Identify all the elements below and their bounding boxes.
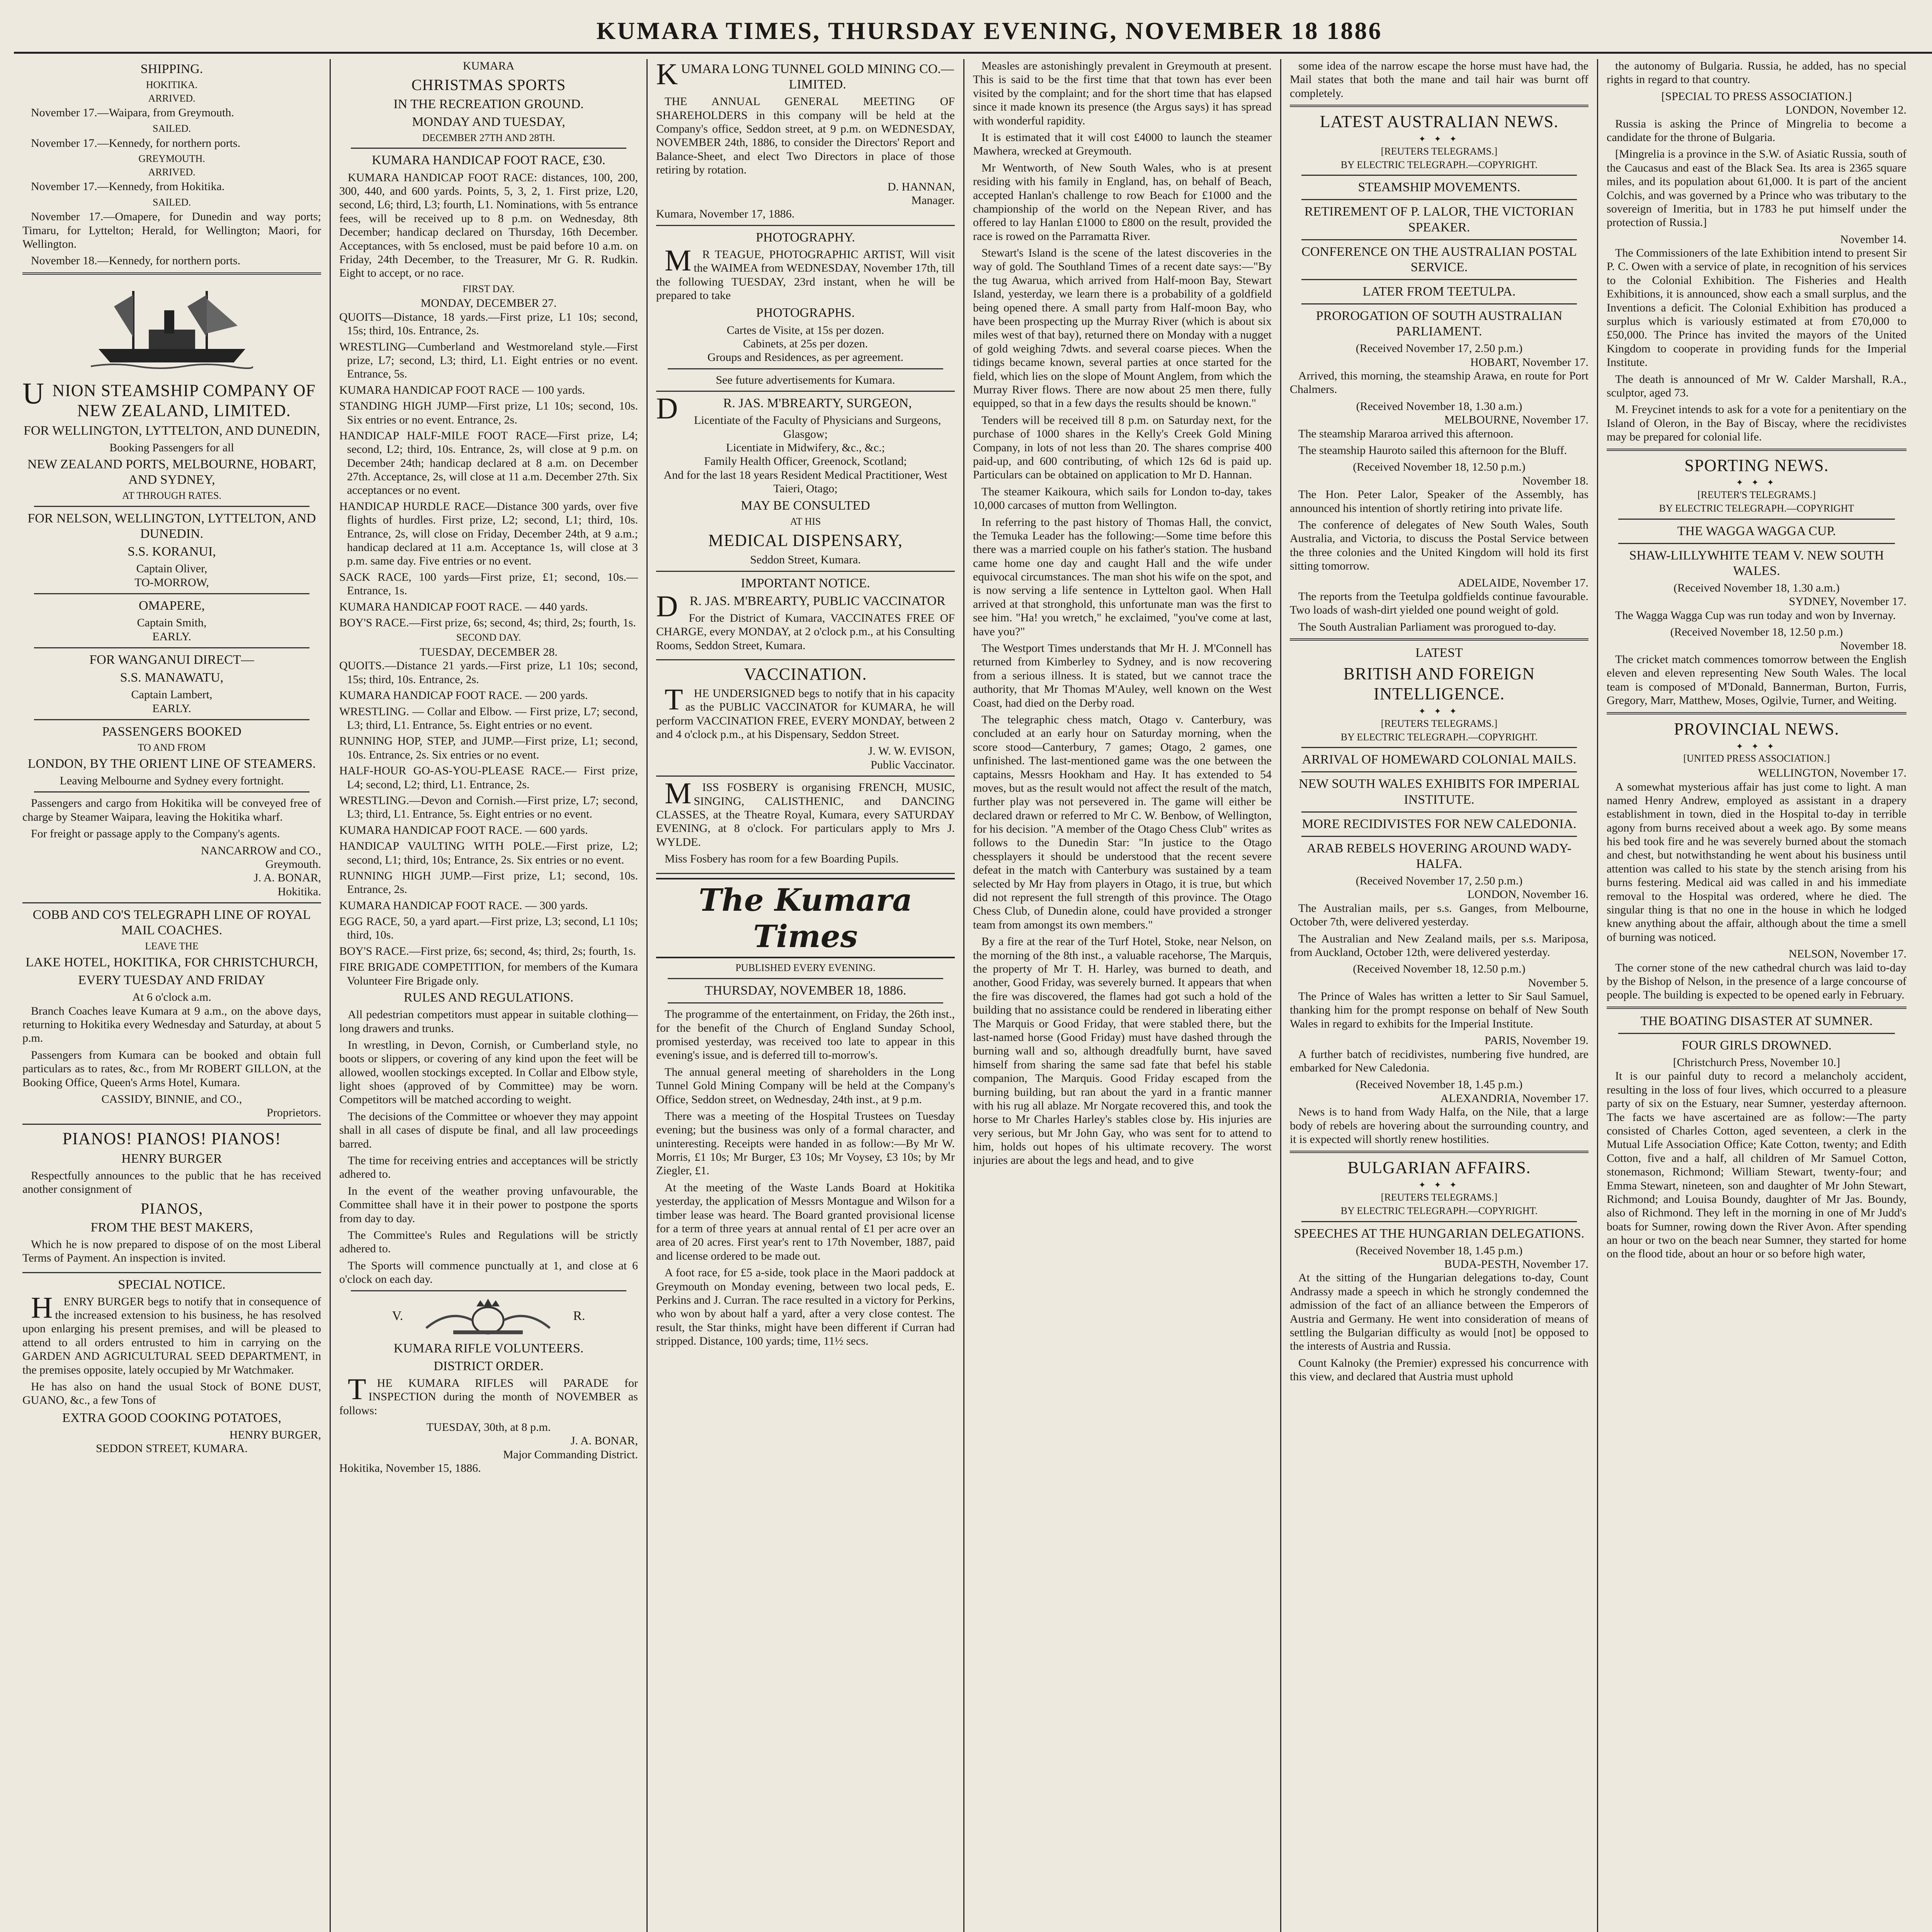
dateline: SYDNEY, November 17. [1789,595,1906,608]
ship-name: OMAPERE, [139,599,205,613]
received-line: (Received November 18, 1.45 p.m.) [1355,1244,1523,1257]
cobb-coaches-ad [22,907,321,1125]
ship-captain: Captain Oliver, [136,562,207,575]
editorial-date: THURSDAY, NOVEMBER 18, 1886. [704,983,906,998]
telegram-text: The Hon. Peter Lalor, Speaker of the Assembly, has announced his intention of shortly retiring into private life. [1290,488,1588,515]
ad-signature: D. HANNAN, [887,180,955,193]
ad-line: AT THROUGH RATES. [122,490,221,502]
news-paragraph: The telegraphic chess match, Otago v. Canterbury, was concluded at an early hour on Saturday morning, when the score stood—Canterbury, 7 games; Otago, 2 games, one unfinished. The last-mentioned game was the one between the captains, Messrs Hookham and Hay. It has extended to 54 moves, but as the result would not affect the result of the match, further play was not persevered in. The game will either be declared drawn or referred to Mr C. W. Benbow, of Wellington, for his decision. "A member of the Otago Chess Club" writes as follows to the Dunedin Star: "In justice to the Otago chessplayers it should be understood that the recent severe defeat in the match with Canterbury was sustained by a team selected by Mr Hay from players in Otago, it is true, but which did not represent the full strength of this province. The Otago Chess Club, of Dunedin alone, could have provided a stronger team from amongst its own members." [973,713,1272,931]
ornament: ✦ ✦ ✦ [1418,134,1460,144]
sports-kumara: KUMARA [463,60,515,72]
telegram-text: The cricket match commences tomorrow between the English eleven and eleven representing New South Wales. The local team is composed of M'Donald, Bannerman, Burton, Furris, Gregory, Marr, Matthew, Moses, Ogilvie, Turner, and Weiting. [1607,653,1906,707]
ad-paragraph: THE UNDERSIGNED begs to notify that in his capacity as the PUBLIC VACCINATOR for KUMARA, he will perform VACCINATION FREE, EVERY MONDAY, between 2 and 4 o'clock p.m., at his Dispensary, Seddon Street. [656,682,955,741]
ad-address: SEDDON STREET, KUMARA. [96,1442,248,1455]
ad-line: HENRY BURGER [121,1151,222,1166]
event-entry: HANDICAP VAULTING WITH POLE.—First prize, L2; second, L1; third, 10s; Entrance, 2s. Six entries or no event. [339,840,638,866]
telegram-text: The Australian and New Zealand mails, per s.s. Mariposa, from Auckland, October 12th, were delivered yesterday. [1290,932,1588,959]
ad-title: IMPORTANT NOTICE. [741,576,870,590]
dateline: BUDA-PESTH, November 17. [1444,1258,1588,1271]
agent-place: Greymouth. [265,857,321,871]
dateline: LONDON, November 12. [1785,104,1906,117]
copyright-label: BY ELECTRIC TELEGRAPH.—COPYRIGHT. [1340,159,1538,170]
royal-crest-icon [418,1297,558,1336]
received-line: (Received November 17, 2.50 p.m.) [1355,342,1523,355]
ad-line: NEW ZEALAND PORTS, MELBOURNE, HOBART, AND SYDNEY, [27,457,316,487]
ad-line: LONDON, BY THE ORIENT LINE OF STEAMERS. [27,756,316,771]
divider [1301,836,1577,837]
ornament: ✦ ✦ ✦ [1418,1180,1460,1190]
ad-line: And for the last 18 years Resident Medical Practitioner, West Taieri, Otago; [663,468,947,495]
ad-line: PASSENGERS BOOKED [102,724,242,739]
ad-signature-title: Manager. [911,194,955,207]
ad-line: Booking Passengers for all [109,441,234,454]
ad-paragraph: For freight or passage apply to the Company's agents. [31,827,280,840]
ad-line: Cabinets, at 25s per dozen. [743,337,868,350]
event-entry: FIRE BRIGADE COMPETITION, for members of the Kumara Volunteer Fire Brigade only. [339,961,638,987]
press-association-label: [UNITED PRESS ASSOCIATION.] [1683,753,1830,764]
port-hokitika: HOKITIKA. [146,79,198,91]
ship-departure: EARLY. [152,630,191,643]
ad-line: MEDICAL DISPENSARY, [708,531,903,550]
sports-dates: DECEMBER 27TH AND 28TH. [422,132,555,143]
received-line: (Received November 18, 12.50 p.m.) [1353,963,1526,976]
telegram-text: the autonomy of Bulgaria. Russia, he added, has no special rights in regard to that country. [1607,60,1906,86]
district-order: DISTRICT ORDER. [434,1359,544,1373]
subhead: CONFERENCE ON THE AUSTRALIAN POSTAL SERVICE. [1301,244,1577,274]
second-day-date: TUESDAY, DECEMBER 28. [420,646,558,659]
divider [1301,1221,1577,1222]
news-paragraph: A foot race, for £5 a-side, took place in the Maori paddock at Greymouth on Monday evening, between two local peds, E. Perkins and J. Curran. The race resulted in a victory for Perkins, who won by about half a yard, after a very close contest. The result, the Star thinks, might have been different if Curran had stripped. Distance, 100 yards; time, 11½ secs. [656,1266,955,1348]
divider [34,593,310,594]
sports-days: MONDAY AND TUESDAY, [412,114,565,129]
event-entry: BOY'S RACE.—First prize, 6s; second, 4s; third, 2s; fourth, 1s. [339,616,636,629]
dateline: HOBART, November 17. [1470,355,1588,369]
boating-disaster-title: THE BOATING DISASTER AT SUMNER. [1640,1014,1873,1028]
divider [351,1290,626,1291]
ad-paragraph: Miss Fosbery has room for a few Boarding Pupils. [665,852,899,866]
event-entry: HANDICAP HURDLE RACE—Distance 300 yards, over five flights of hurdles. First prize, L2; second, L1; third, 10s. Entrance, 2s, will close on Friday, December 24th, at 9 a.m.; handicap declared at 11 a.m. Acceptance 1s, will close at 3 p.m. same day. Five entries or no event. [339,500,638,568]
rifles-when: TUESDAY, 30th, at 8 p.m. [426,1420,551,1434]
rifles-signature: J. A. BONAR, [570,1434,638,1447]
news-paragraph: Measles are astonishingly prevalent in Greymouth at present. This is said to be the first time that that town has ever been visited by the complaint; and for the short time that has elapsed since it made known its presence (the Argus says) it has spread with wonderful rapidity. [973,60,1272,127]
ad-title: PHOTOGRAPHY. [756,230,855,245]
rule-paragraph: In the event of the weather proving unfavourable, the Committee shall have it in their power to postpone the sports from day to day. [339,1184,638,1225]
subhead: MORE RECIDIVISTES FOR NEW CALEDONIA. [1302,816,1577,831]
divider [1290,105,1588,107]
telegram-text: The death is announced of Mr W. Calder Marshall, R.A., sculptor, aged 73. [1607,372,1906,399]
divider [1290,1151,1588,1153]
rifles-date: Hokitika, November 15, 1886. [339,1462,481,1475]
dateline: PARIS, November 19. [1485,1034,1588,1047]
second-day-label: SECOND DAY. [456,632,521,643]
event-entry: RUNNING HOP, STEP, and JUMP.—First prize, L1; second, 10s. Entrance, 2s. Six entries or no event. [339,735,638,761]
shipping-entry: November 17.—Kennedy, for northern ports. [31,136,241,150]
divider [1607,449,1906,451]
columns [14,59,1932,1932]
source-label: [Christchurch Press, November 10.] [1673,1056,1840,1069]
received-line: (Received November 18, 1.30 a.m.) [1673,582,1840,595]
ship-captain: Captain Smith, [137,616,207,629]
rule-paragraph: The time for receiving entries and acceptances will be strictly adhered to. [339,1154,638,1181]
doctor-ad [656,391,955,572]
divider [668,978,943,979]
ornament: ✦ ✦ ✦ [1736,741,1777,751]
agent-place: Hokitika. [277,885,321,898]
subhead: SHAW-LILLYWHITE TEAM V. NEW SOUTH WALES. [1629,548,1884,578]
event-entry: KUMARA HANDICAP FOOT RACE. — 440 yards. [339,600,588,613]
column-4 [964,59,1281,1932]
ad-line: Licentiate of the Faculty of Physicians and Surgeons, Glasgow; [694,414,941,440]
ad-signature-title: Proprietors. [267,1106,321,1119]
news-paragraph: The annual general meeting of shareholders in the Long Tunnel Gold Mining Company will be held at the Company's Office, Seddon street, on Wednesday, 24th inst., at 9 p.m. [656,1065,955,1106]
event-entry: EGG RACE, 50, a yard apart.—First prize, L3; second, L1 10s; third, 10s. [339,915,638,942]
telegram-text: The corner stone of the new cathedral church was laid to-day by the Bishop of Nelson, in the presence of a large concourse of people. The building is expected to be opened early in February. [1607,961,1906,1002]
event-entry: QUOITS—Distance, 18 yards.—First prize, L1 10s; second, 15s; third, 10s. Entrance, 2s. [339,310,638,337]
column-1 [14,59,331,1932]
telegram-text: The South Australian Parliament was prorogued to-day. [1298,620,1556,633]
dateline: WELLINGTON, November 17. [1758,767,1906,780]
telegram-text: The Prince of Wales has written a letter to Sir Saul Samuel, thanking him for the prompt response on behalf of New South Wales in regard to exhibits for the Imperial Institute. [1290,990,1588,1030]
rifles-text: THE KUMARA RIFLES will PARADE for INSPECTION during the month of NOVEMBER as follows: [339,1372,638,1417]
news-paragraph: Tenders will be received till 8 p.m. on Saturday next, for the purchase of 1000 shares in the Kelly's Creek Gold Mining Company, in lots of not less than 20. The shares comprise 400 paid-up, and 600 contributing, of which 12s 6d is paid up. Particulars can be obtained on application to Mr D. Hannan. [973,413,1272,481]
telegram-text: The Wagga Wagga Cup was run today and won by Invernay. [1615,609,1896,622]
port-greymouth: GREYMOUTH. [138,153,205,164]
ad-signature: J. W. W. EVISON, [868,745,955,758]
pianos-ad [22,1129,321,1273]
copyright-label: BY ELECTRIC TELEGRAPH.—COPYRIGHT. [1340,1205,1538,1216]
telegram-text: News is to hand from Wady Halfa, on the Nile, that a large body of rebels are hovering about the surrounding country, and it is expected will shortly renew hostilities. [1290,1105,1588,1146]
vaccinator-ad [656,576,955,660]
masthead: KUMARA TIMES, THURSDAY EVENING, NOVEMBER 18 1886 [14,15,1932,54]
reuters-label: [REUTER'S TELEGRAMS.] [1697,489,1816,501]
ad-line: Family Health Officer, Greenock, Scotland; [704,455,907,468]
column-3 [648,59,964,1932]
column-6 [1598,59,1915,1932]
ad-line: AT HIS [790,515,821,527]
telegram-text: The conference of delegates of New South Wales, South Australia, and Victoria, to discuss the Postal Service between the three colonies and the United Kingdom will hold its first sitting tomorrow. [1290,518,1588,573]
news-paragraph: By a fire at the rear of the Turf Hotel, Stoke, near Nelson, on the morning of the 8th inst., a valuable racehorse, The Marquis, the property of Mr T. H. Harley, was burned to death, and another, Good Friday, was severely burned. It appears that when the fire was discovered, the flames had got such a hold of the building that no assistance could be rendered in liberating either The Marquis or Good Friday, that were stabled there, but the last-named horse (Good Friday) must have dashed through the burning wall and so, although dreadfully burnt, have saved himself from sharing the same sad fate that befel his stable companion, The Marquis. Good Friday escaped from the burning building, but ran about the yard in a frantic manner with his rug all ablaze. Mr Norgate recovered this, and took the horse to Mr Charles Harley's stables close by. His injuries are very serious, but Mr John Gay, who was sent for to attend to him, holds out hopes of his ultimate recovery. The worst injuries are about the legs and head, and to give [973,935,1272,1167]
ad-line: FOR NELSON, WELLINGTON, LYTTELTON, AND DUNEDIN. [27,511,316,541]
rule-paragraph: The decisions of the Committee or whoever they may appoint shall in all cases of dispute be final, and all law proceedings barred. [339,1110,638,1150]
shipping-entry: November 17.—Waipara, from Greymouth. [31,106,234,119]
divider [1618,519,1895,520]
rule-paragraph: In wrestling, in Devon, Cornish, or Cumberland style, no boots or slippers, or covering of any kind upon the feet will be allowed, woollen stockings excepted. In Collar and Elbow style, light shoes (approved of by Committee) may be worn. Competitors will be matched according to weight. [339,1038,638,1106]
divider [668,1002,943,1003]
received-line: (Received November 18, 1.45 p.m.) [1355,1078,1523,1091]
event-entry: RUNNING HIGH JUMP.—First prize, L1; second, 10s. Entrance, 2s. [339,869,638,896]
rifles-signature-title: Major Commanding District. [503,1448,638,1461]
ad-paragraph: Branch Coaches leave Kumara at 9 a.m., on the above days, returning to Hokitika every Wednesday and Saturday, at about 5 p.m. [22,1004,321,1045]
divider [34,647,310,648]
ad-line: EVERY TUESDAY AND FRIDAY [78,973,265,988]
ship-departure: TO-MORROW, [134,576,209,589]
reuters-label: [REUTERS TELEGRAMS.] [1381,718,1498,729]
column-5 [1281,59,1598,1932]
first-day-label: FIRST DAY. [463,283,515,294]
event-entry: WRESTLING—Cumberland and Westmoreland style.—First prize, L7; second, L3; third, L1. Eight entries or no event. Entrance, 5s. [339,340,638,381]
ad-line: FOR WANGANUI DIRECT— [89,653,254,667]
event-entry: KUMARA HANDICAP FOOT RACE. — 200 yards. [339,689,588,702]
divider [1301,279,1577,280]
telegram-text: Count Kalnoky (the Premier) expressed his concurrence with this view, and declared that Austria must uphold [1290,1356,1588,1383]
subhead: STEAMSHIP MOVEMENTS. [1358,180,1520,195]
telegram-text: The steamship Mararoa arrived this afternoon. [1298,427,1514,440]
ad-title: VACCINATION. [744,665,867,684]
handicap-heading: KUMARA HANDICAP FOOT RACE, £30. [372,153,605,168]
divider [1301,811,1577,813]
british-news-title: BRITISH AND FOREIGN INTELLIGENCE. [1343,664,1535,704]
rule-paragraph: The Sports will commence punctually at 1, and close at 6 o'clock on each day. [339,1259,638,1286]
news-paragraph: At the meeting of the Waste Lands Board at Hokitika yesterday, the application of Messrs Montague and Wilson for a timber lease was heard. The Board granted provisional license for a term of three years at annual rental of £1 per acre over an area of 20 acres. First year's rent to 17th November, 1887, paid and license ordered to be made out. [656,1181,955,1262]
crest-letter-v: V. [392,1309,403,1323]
australian-news-title: LATEST AUSTRALIAN NEWS. [1320,112,1559,131]
event-entry: QUOITS.—Distance 21 yards.—First prize, L1 10s; second, 15s; third, 10s. Entrance, 2s. [339,659,638,686]
reuters-label: [REUTERS TELEGRAMS.] [1381,1192,1498,1203]
ad-title: SPECIAL NOTICE. [118,1277,226,1292]
divider [1607,712,1906,714]
event-entry: KUMARA HANDICAP FOOT RACE. — 300 yards. [339,899,588,912]
event-entry: WRESTLING.—Devon and Cornish.—First prize, L7; second, L3; third, L1. Entrance, 5s. Eight entries or no event. [339,794,638,821]
divider [1290,638,1588,641]
divider [34,791,310,793]
telegram-text: Arrived, this morning, the steamship Arawa, en route for Port Chalmers. [1290,369,1588,396]
long-tunnel-ad [656,61,955,226]
subhead: ARAB REBELS HOVERING AROUND WADY-HALFA. [1306,841,1572,871]
arrived-label: ARRIVED. [148,166,196,178]
telegram-text: A further batch of recidivistes, numbering five hundred, are embarked for New Caledonia. [1290,1048,1588,1075]
ad-paragraph: Passengers from Kumara can be booked and obtain full particulars as to rates, &c., from Mr ROBERT GILLON, at the Booking Office, Queen's Arms Hotel, Kumara. [22,1048,321,1089]
telegram-text: At the sitting of the Hungarian delegations to-day, Count Andrassy made a speech in which he strongly condemned the admission of the fact of an alliance between the Emperors of Austria and Germany. He went into consideration of means of settling the Bulgarian difficulty as would [not] be opposed to the interests of Austria and Russia. [1290,1271,1588,1353]
published-line: PUBLISHED EVERY EVENING. [735,962,876,974]
crest-letter-r: R. [573,1309,585,1323]
ad-line: EXTRA GOOD COOKING POTATOES, [62,1410,282,1425]
sports-venue: IN THE RECREATION GROUND. [393,97,584,111]
ad-paragraph: Respectfully announces to the public that he has received another consignment of [22,1169,321,1196]
divider [351,148,626,149]
ad-line: FROM THE BEST MAKERS, [90,1220,253,1235]
reuters-label: [REUTERS TELEGRAMS.] [1381,146,1498,157]
telegram-text: M. Freycinet intends to ask for a vote for a penitentiary on the Island of Oleron, in the Bay of Biscay, where the recidivistes may be prepared for colonial life. [1607,403,1906,444]
ad-title: KUMARA LONG TUNNEL GOLD MINING CO.—LIMITED. [656,59,954,92]
ad-title: DR. JAS. M'BREARTY, SURGEON, [656,391,912,425]
vaccination-ad [656,664,955,777]
provincial-news-title: PROVINCIAL NEWS. [1674,719,1839,738]
day2-events [339,659,638,988]
sailed-label: SAILED. [153,196,191,208]
ad-title: COBB AND CO'S TELEGRAPH LINE OF ROYAL MAIL COACHES. [32,908,311,938]
ad-line: PHOTOGRAPHS. [756,306,855,320]
column-2 [331,59,648,1932]
divider [1301,199,1577,200]
ad-date: Kumara, November 17, 1886. [656,207,795,221]
rules-title: RULES AND REGULATIONS. [403,990,574,1005]
telegram-text: The steamship Hauroto sailed this afternoon for the Bluff. [1298,444,1567,457]
ad-line: At 6 o'clock a.m. [132,991,211,1004]
news-paragraph: The Westport Times understands that Mr H. J. M'Connell has returned from Kimberley to Sydney, and is now recovering from a serious illness. It is stated, but we cannot trace the authority, that Mr Thomas M'Auley, well known on the West Coast, had died on the Derby road. [973,642,1272,709]
ad-paragraph: For the District of Kumara, VACCINATES FREE OF CHARGE, every MONDAY, at 2 o'clock p.m., at his Consulting Rooms, Seddon Street, Kumara. [656,611,955,652]
dateline: ADELAIDE, November 17. [1458,576,1588,589]
sports-title: CHRISTMAS SPORTS [411,76,566,94]
paper-nameplate: The Kumara Times [656,878,955,959]
ship-name: S.S. KORANUI, [128,544,216,559]
ad-paragraph: THE ANNUAL GENERAL MEETING OF SHAREHOLDERS in this company will be held at the Company's office, Seddon street, at 9 p.m. on WEDNESDAY, NOVEMBER 24th, 1886, to consider the Directors' Report and Balance-Sheet, and elect Two Directors in place of those retiring by rotation. [656,95,955,177]
telegram-text: The reports from the Teetulpa goldfields continue favourable. Two loads of wash-dirt yielded one pound weight of gold. [1290,590,1588,617]
steamship-icon [22,279,321,376]
ship-departure: EARLY. [152,702,191,715]
news-paragraph: The programme of the entertainment, on Friday, the 26th inst., for the benefit of the Church of England Sunday School, promised yesterday, was received too late to appear in this evening's issue, and is deferred till to-morrow's. [656,1008,955,1062]
ad-line: PIANOS, [140,1199,203,1217]
dateline: November 14. [1840,233,1906,246]
subhead: SPEECHES AT THE HUNGARIAN DELEGATIONS. [1294,1226,1585,1241]
news-paragraph: In referring to the past history of Thomas Hall, the convict, the Temuka Leader has the following:—Some time before this there was a married couple on his father's station. The husband came home one day and caught Hall and the wife under equivocal circumstances. The man shot his wife on the spot, and is now serving a life sentence in Lyttelton gaol. When Hall arrived at that stronghold, this unfortunate man was the first to see him. "Ha! you wretch," he exclaimed, "you've come at last, have you?" [973,515,1272,638]
ornament: ✦ ✦ ✦ [1418,706,1460,716]
news-paragraph: some idea of the narrow escape the horse must have had, the Mail states that both the mane and tail hair was burnt off completely. [1290,60,1588,100]
copyright-label: BY ELECTRIC TELEGRAPH.—COPYRIGHT. [1340,731,1538,743]
shipping-entry: November 17.—Omapere, for Dunedin and way ports; Timaru, for Lyttelton; Herald, for Wellington; Maori, for Wellington. [22,210,321,251]
special-notice-ad [22,1277,321,1456]
event-entry: WRESTLING. — Collar and Elbow. — First prize, L7; second, L3; third, L1. Entrance, 5s. Eight entries or no event. [339,705,638,731]
subhead: NEW SOUTH WALES EXHIBITS FOR IMPERIAL INSTITUTE. [1299,777,1580,807]
sporting-news-title: SPORTING NEWS. [1684,456,1829,475]
ad-paragraph: Which he is now prepared to dispose of on the most Liberal Terms of Payment. An inspection is invited. [22,1238,321,1265]
received-line: (Received November 18, 12.50 p.m.) [1670,626,1843,639]
divider [1301,771,1577,772]
telegram-text: The Commissioners of the late Exhibition intend to present Sir P. C. Owen with a service of plate, in recognition of his services to the Colonial Exhibition. The Fisheries and Health Exhibitions, it is announced, show each a small surplus, and the Inventions a deficit. The Colonial Exhibition has produced a surplus which is variously estimated at from £70,000 to £50,000. The Prince has invited the mayors of the United Kingdom to cooperate in providing funds for the Imperial Institute. [1607,247,1906,369]
dateline: LONDON, November 16. [1467,888,1588,901]
ad-signature-title: Public Vaccinator. [871,758,955,771]
divider [34,506,310,507]
ad-line: Leaving Melbourne and Sydney every fortnight. [60,774,284,787]
news-paragraph: Stewart's Island is the scene of the latest discoveries in the way of gold. The Southland Times of a recent date says:—"By the tug Awarua, which arrived from Half-moon Bay, Stewart Island, yesterday, we learn there is a probability of a goldfield being opened there. A small party from Half-moon Bay, who have been prospecting up the Murray River (which is about six miles west of that bay), returned there on Monday with a nugget of gold weighing 7dwts. and several coarse pieces. When the tidings became known, several parties at once started for the field, which lies on the slope of Mount Anglem, from which the Murray River flows. There are now about 25 men there, fully equipped, so that in a few days the results should be known." [973,247,1272,410]
event-entry: KUMARA HANDICAP FOOT RACE. — 600 yards. [339,823,588,837]
telegram-text: Russia is asking the Prince of Mingrelia to become a candidate for the throne of Bulgaria. [1607,117,1906,144]
news-paragraph: Mr Wentworth, of New South Wales, who is at present residing with his family in England, has, on behalf of Beach, accepted Hanlan's challenge to row Beach for £1000 and the championship of the world on the Nepean River, and has offered to lay Hanlan £1000 to £800 on the result, provided the race is rowed on the Parramatta River. [973,161,1272,243]
ad-signature: HENRY BURGER, [229,1428,321,1441]
telegram-text: A somewhat mysterious affair has just come to light. A man named Henry Andrew, employed as assistant in a drapery establishment in town, died in the Hospital to-day in terrible agony from burns received about a week ago. By some means his bed took fire and he was severely burned about the stomach and chest, but notwithstanding he went about his business until attention was called to his state by the stench arising from his burns festering. Medical aid was called in and his immediate removal to the Hospital was ordered, where he died. The singular thing is that no one in the house in which he lodged knew anything about the affair, although about the time a smell of burning was noticed. [1607,780,1906,944]
dateline: ALEXANDRIA, November 17. [1440,1092,1588,1105]
shipping-entry: November 17.—Kennedy, from Hokitika. [31,180,225,193]
ad-line: MAY BE CONSULTED [741,498,870,513]
ornament: ✦ ✦ ✦ [1736,478,1777,488]
divider [22,272,321,275]
day1-events [339,310,638,630]
event-entry: HALF-HOUR GO-AS-YOU-PLEASE RACE.— First prize, L4; second, L2; third, L1. Entrance, 2s. [339,764,638,791]
rifles-title: KUMARA RIFLE VOLUNTEERS. [393,1341,584,1355]
handicap-text: KUMARA HANDICAP FOOT RACE: distances, 100, 200, 300, 440, and 600 yards. Points, 5, 3, 2, 1. First prize, L20, second, L6; third, L3; fourth, L1. Nominations, with 5s entrance fees, will be received up to 8 p.m. on Wednesday, 8th December; handicap declared on Thursday, 16th December. Acceptances, with 5s enclosed, must be paid before 10 a.m. on Friday, 24th December, to the Treasurer, Mr G. R. Rudkin. Eight to accept, or no race. [339,171,638,280]
sailed-label: SAILED. [153,122,191,134]
dateline: November 18. [1840,639,1906,652]
ad-paragraph: MR TEAGUE, PHOTOGRAPHIC ARTIST, Will visit the WAIMEA from WEDNESDAY, November 17th, till the following TUESDAY, 23rd instant, when he will be prepared to take [656,243,955,302]
agent-name: NANCARROW and CO., [201,844,321,857]
ship-name: S.S. MANAWATU, [120,670,224,685]
divider [1618,543,1895,544]
copyright-label: BY ELECTRIC TELEGRAPH.—COPYRIGHT [1659,503,1854,514]
news-paragraph: It is our painful duty to record a melancholy accident, resulting in the loss of four lives, which occurred to a pleasure party of six on the Estuary, near Sumner, yesterday afternoon. The facts we have ascertained are as follow:—The party consisted of Charles Cotton, aged seventeen, a clerk in the Mutual Life Association Office; Kate Cotton, twenty; and Edith Cotton, five and a half, all children of Mr Samuel Cotton, stonemason, Richmond; William Stewart, twenty-four; and Emma Stewart, nineteen, son and daughter of Mr John Stewart, Richmond; and Louisa Boundy, daughter of Mr Jas. Boundy, also of Richmond. They left in the morning in one of Mr Judd's boats for Sumner, rowing down the River Avon. After spending an hour or two on the beach near Sumner, they started for home on the flood tide, about an hour or so before high water, [1607,1070,1906,1260]
ad-paragraph: Passengers and cargo from Hokitika will be conveyed free of charge by Steamer Waipara, leaving the Hokitika wharf. [22,797,321,823]
event-entry: STANDING HIGH JUMP—First prize, L1 10s; second, 10s. Six entries or no event. Entrance, 2s. [339,400,638,426]
divider [1618,1033,1895,1034]
dateline: NELSON, November 17. [1789,947,1906,961]
news-paragraph: The steamer Kaikoura, which sails for London to-day, takes 10,000 carcases of mutton from Wellington. [973,485,1272,512]
ad-paragraph: HENRY BURGER begs to notify that in consequence of the increased extension to his business, he has resolved upon enlarging his present premises, and will be pleased to attend to all orders entrusted to him in carrying on the GARDEN AND AGRICULTURAL SEED DEPARTMENT, in the premises opposite, lately occupied by Mr Watchmaker. [22,1290,321,1376]
event-entry: KUMARA HANDICAP FOOT RACE — 100 yards. [339,383,585,396]
divider [1301,175,1577,176]
source-label: [SPECIAL TO PRESS ASSOCIATION.] [1661,90,1852,103]
rule-paragraph: The Committee's Rules and Regulations will be strictly adhered to. [339,1228,638,1255]
ad-line: Cartes de Visite, at 15s per dozen. [726,323,884,337]
divider [668,368,943,369]
latest-label: LATEST [1415,646,1463,660]
ad-line: Groups and Residences, as per agreement. [707,351,904,364]
shipping-title: SHIPPING. [140,62,203,76]
ad-line: LEAVE THE [145,940,199,952]
received-line: (Received November 18, 12.50 p.m.) [1353,461,1526,474]
subhead: THE WAGGA WAGGA CUP. [1677,524,1836,538]
subhead: ARRIVAL OF HOMEWARD COLONIAL MAILS. [1302,752,1577,767]
rule-paragraph: All pedestrian competitors must appear in suitable clothing—long drawers and trunks. [339,1008,638,1035]
dateline: MELBOURNE, November 17. [1444,413,1588,427]
photography-ad [656,230,955,392]
crest-row [339,1295,638,1338]
event-entry: SACK RACE, 100 yards—First prize, £1; second, 10s.—Entrance, 1s. [339,570,638,597]
news-paragraph: There was a meeting of the Hospital Trustees on Tuesday evening; but the business was only of a formal character, and uninteresting. Receipts were handed in as follow:—By Mr W. Morris, £1 10s; Mr Burger, £3 10s; Mr Voysey, £3 10s; by Mr Ziegler, £1. [656,1109,955,1177]
ad-line: FOR WELLINGTON, LYTTELTON, AND DUNEDIN, [24,423,320,438]
subhead: LATER FROM TEETULPA. [1362,284,1516,299]
arrived-label: ARRIVED. [148,92,196,104]
first-day-date: MONDAY, DECEMBER 27. [420,297,557,310]
divider [1607,1007,1906,1009]
divider [34,719,310,720]
dateline: November 18. [1522,474,1588,487]
event-entry: HANDICAP HALF-MILE FOOT RACE—First prize, L4; second, L2; third, 10s. Entrance, 2s, will close at 9 p.m. on December 24th; handicap declared at 8 a.m. on December 27th. Acceptance, 2s, will close at 11 a.m. December 27th. Six acceptances or no event. [339,429,638,497]
ad-line: See future advertisements for Kumara. [716,373,895,386]
received-line: (Received November 17, 2.50 p.m.) [1355,874,1523,887]
ad-line: LAKE HOTEL, HOKITIKA, FOR CHRISTCHURCH, [26,955,318,969]
ad-line: Licentiate in Midwifery, &c., &c.; [726,441,885,454]
divider [1301,747,1577,748]
subhead: PROROGATION OF SOUTH AUSTRALIAN PARLIAMENT. [1316,309,1563,339]
fosbery-ad [656,776,955,874]
telegram-text: [Mingrelia is a province in the S.W. of Asiatic Russia, south of the Caucasus and east of the Black Sea. Its area is 2365 square miles, and its population about 61,000. It is part of the ancient Colchis, and was governed by a Prince who was tributary to the sovereign of Imeritia, but in 1783 he put himself under the protection of Russia.] [1607,148,1906,229]
ship-captain: Captain Lambert, [131,688,213,701]
divider [1301,239,1577,240]
divider [1301,303,1577,304]
event-entry: BOY'S RACE.—First prize, 6s; second, 4s; third, 2s; fourth, 1s. [339,944,636,957]
news-paragraph: It is estimated that it will cost £4000 to launch the steamer Mawhera, wrecked at Greymouth. [973,131,1272,158]
ad-line: TO AND FROM [138,742,206,753]
dateline: November 5. [1528,976,1588,989]
subhead: RETIREMENT OF P. LALOR, THE VICTORIAN SPEAKER. [1304,204,1574,235]
union-steamship-ad [22,376,321,903]
bulgarian-affairs-title: BULGARIAN AFFAIRS. [1347,1158,1531,1177]
ad-title: PIANOS! PIANOS! PIANOS! [62,1129,281,1148]
shipping-entry: November 18.—Kennedy, for northern ports. [31,254,241,267]
subhead: FOUR GIRLS DROWNED. [1681,1038,1832,1053]
ad-paragraph: MISS FOSBERY is organising FRENCH, MUSIC, SINGING, CALISTHENIC, and DANCING CLASSES, at the Theatre Royal, Kumara, every SATURDAY EVENING, at 8 o'clock. For particulars apply to Mrs J. WYLDE. [656,776,955,849]
received-line: (Received November 18, 1.30 a.m.) [1356,400,1522,413]
ad-title: UNION STEAMSHIP COMPANY OF NEW ZEALAND, LIMITED. [22,376,316,420]
ad-line: DR. JAS. M'BREARTY, PUBLIC VACCINATOR [656,589,946,623]
ad-signature: CASSIDY, BINNIE, and CO., [101,1092,242,1105]
telegram-text: The Australian mails, per s.s. Ganges, from Melbourne, October 7th, were delivered yesterday. [1290,901,1588,929]
agent-name: J. A. BONAR, [253,871,321,884]
ad-paragraph: He has also on hand the usual Stock of BONE DUST, GUANO, &c., a few Tons of [22,1380,321,1407]
ad-line: Seddon Street, Kumara. [750,553,861,566]
